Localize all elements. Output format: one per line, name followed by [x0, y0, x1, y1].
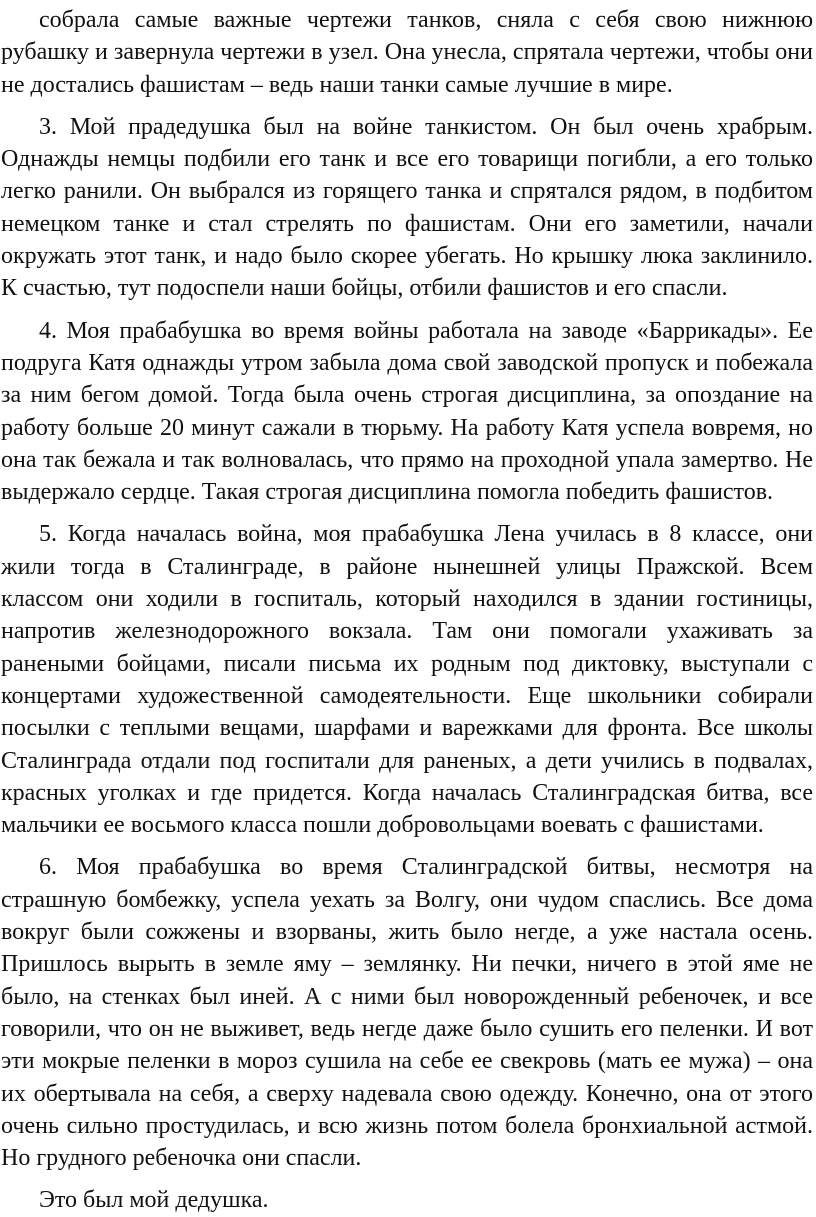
paragraph-5: 5. Когда началась война, моя прабабушка Лена училась в 8 классе, они жили тогда в Сталинграде, в районе нынешней улицы Пражской. Всем классом они ходили в госпиталь, который находился в здании гостиницы, напротив железнодорожного вокзала. Там они помогали ухаживать за ранеными бойцами, писали письма их родным под диктовку, выступали с концертами художественной самодеятельности. Еще школьники собирали посылки с теплыми вещами, шарфами и варежками для фронта. Все школы Сталинграда отдали под госпитали для раненых, а дети учились в подвалах, красных уголках и где придется. Когда началась Сталинградская битва, все мальчики ее восьмого класса пошли добровольцами воевать с фашистами.	[1, 521, 813, 839]
paragraph-3: 3. Мой прадедушка был на войне танкистом. Он был очень храбрым. Однажды немцы подбили его танк и все его товарищи погибли, а его только легко ранили. Он выбрался из горящего танка и спрятался рядом, в подбитом немецком танке и стал стрелять по фашистам. Они его заметили, начали окружать этот танк, и надо было скорее убегать. Но крышку люка заклинило. К счастью, тут подоспели наши бойцы, отбили фашистов и его спасли.	[1, 113, 813, 302]
paragraph-6: 6. Моя прабабушка во время Сталинградской битвы, несмотря на страшную бомбежку, успела уехать за Волгу, они чудом спаслись. Все дома вокруг были сожжены и взорваны, жить было негде, а уже настала осень. Пришлось вырыть в земле яму – землянку. Ни печки, ничего в этой яме не было, на стенках был иней. А с ними был новорожденный ребеночек, и все говорили, что он не выживет, ведь негде даже было сушить его пеленки. И вот эти мокрые пеленки в мороз сушила на себе ее свекровь (мать ее мужа) – она их обертывала на себя, а сверху надевала свою одежду. Конечно, она от этого очень сильно простудилась, и всю жизнь потом болела бронхиальной астмой. Но грудного ребеночка они спасли.	[1, 854, 813, 1172]
paragraph-4: 4. Моя прабабушка во время войны работала на заводе «Баррикады». Ее подруга Катя однажды утром забыла дома свой заводской пропуск и побежала за ним бегом домой. Тогда была очень строгая дисциплина, за опоздание на работу больше 20 минут сажали в тюрьму. На работу Катя успела вовремя, но она так бежала и так волновалась, что прямо на проходной упала замертво. Не выдержало сердце. Такая строгая дисциплина помогла победить фашистов.	[1, 317, 813, 506]
paragraph-closing: Это был мой дедушка.	[39, 1187, 269, 1214]
paragraph-continuation: собрала самые важные чертежи танков, сняла с себя свою нижнюю рубашку и завернула чертежи в узел. Она унесла, спрятала чертежи, чтобы они не достались фашистам – ведь наши танки самые лучшие в мире.	[1, 7, 813, 98]
